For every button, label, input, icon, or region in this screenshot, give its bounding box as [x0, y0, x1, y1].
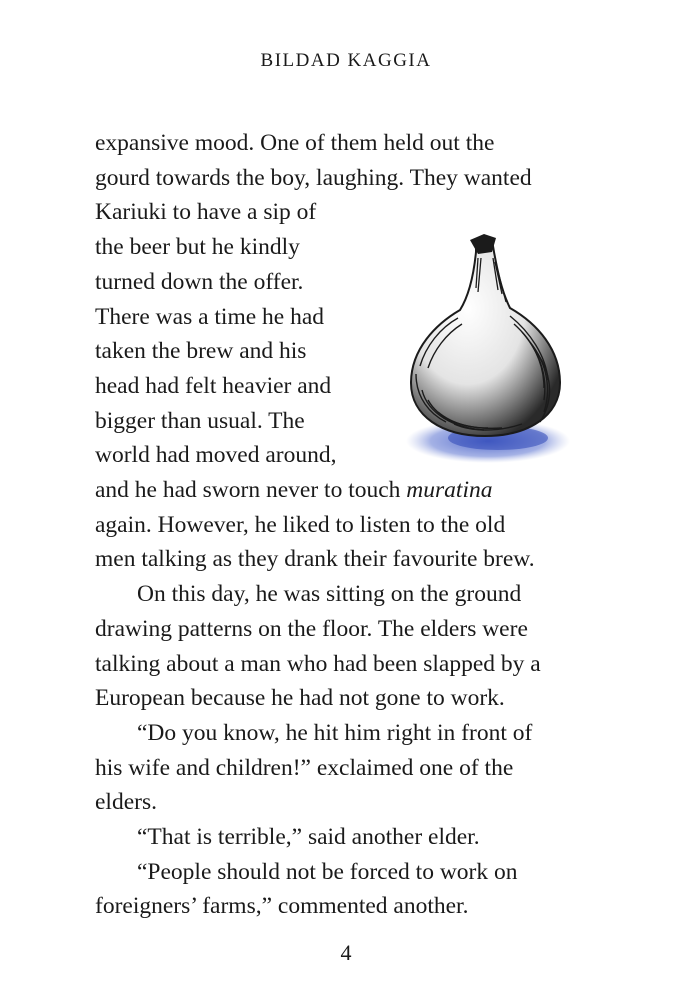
text-line: the beer but he kindly [95, 234, 300, 261]
running-head: BILDAD KAGGIA [260, 50, 432, 71]
text-line: talking about a man who had been slapped by a [95, 650, 541, 677]
text-run: and he had sworn never to touch [95, 477, 407, 504]
gourd-icon [398, 228, 573, 478]
text-line: “People should not be forced to work on [137, 858, 518, 885]
text-line: head had felt heavier and [95, 372, 332, 399]
text-line: “Do you know, he hit him right in front of [137, 719, 533, 746]
text-line: turned down the offer. [95, 268, 304, 295]
text-line: European because he had not gone to work. [95, 685, 505, 712]
text-line: again. However, he liked to listen to the old [95, 511, 506, 538]
text-line: his wife and children!” exclaimed one of the [95, 754, 514, 781]
text-line: men talking as they drank their favourite brew. [95, 546, 535, 573]
text-line: drawing patterns on the floor. The elders were [95, 615, 528, 642]
italic-term: muratina [406, 477, 493, 504]
text-line [95, 473, 600, 508]
text-line: world had moved around, [95, 442, 337, 469]
text-line: elders. [95, 789, 157, 816]
text-line: There was a time he had [95, 303, 325, 330]
text-line: bigger than usual. The [95, 407, 305, 434]
text-line: gourd towards the boy, laughing. They wanted [95, 164, 532, 191]
text-line: Kariuki to have a sip of [95, 199, 317, 226]
text-line: foreigners’ farms,” commented another. [95, 893, 469, 920]
gourd-illustration [398, 228, 573, 478]
text-line: “That is terrible,” said another elder. [137, 824, 480, 851]
page-number: 4 [340, 940, 352, 965]
text-line: taken the brew and his [95, 338, 307, 365]
text-line: On this day, he was sitting on the ground [137, 581, 522, 608]
text-line: expansive mood. One of them held out the [95, 130, 495, 156]
gourd-stopper [470, 234, 496, 254]
